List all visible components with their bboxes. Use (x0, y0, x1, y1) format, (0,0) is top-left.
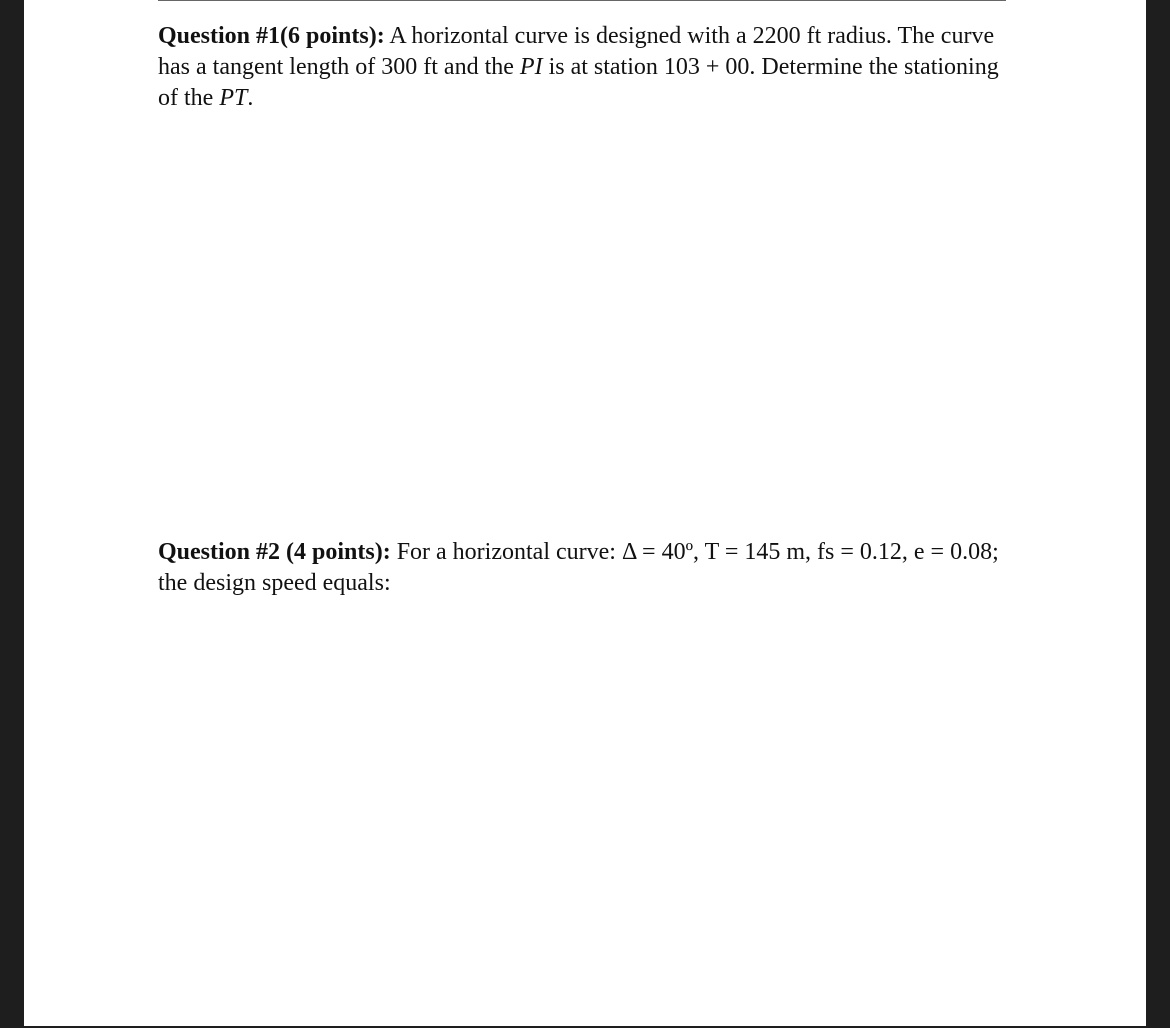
question-2 (158, 537, 1018, 599)
question-1-label: Question #1(6 points): (158, 23, 385, 49)
top-rule (158, 0, 1006, 1)
document-page (24, 0, 1146, 1026)
question-1-pt: PT (219, 85, 248, 111)
question-2-label: Question #2 (4 points): (158, 539, 391, 565)
question-1-text-part-1: A horizontal curve is designed with a 2200 ft radius. The curve has a tangent length of 300 ft and the (158, 23, 995, 80)
question-1-end: . (247, 85, 254, 111)
question-1-text-part-2: is at station 103 + 00. Determine the stationing of the (158, 54, 999, 111)
question-1-pi: PI (519, 54, 543, 80)
question-2-text: For a horizontal curve: Δ = 40º, T = 145 m, fs = 0.12, e = 0.08; the design speed equals: (158, 539, 999, 596)
question-1 (158, 21, 1018, 114)
